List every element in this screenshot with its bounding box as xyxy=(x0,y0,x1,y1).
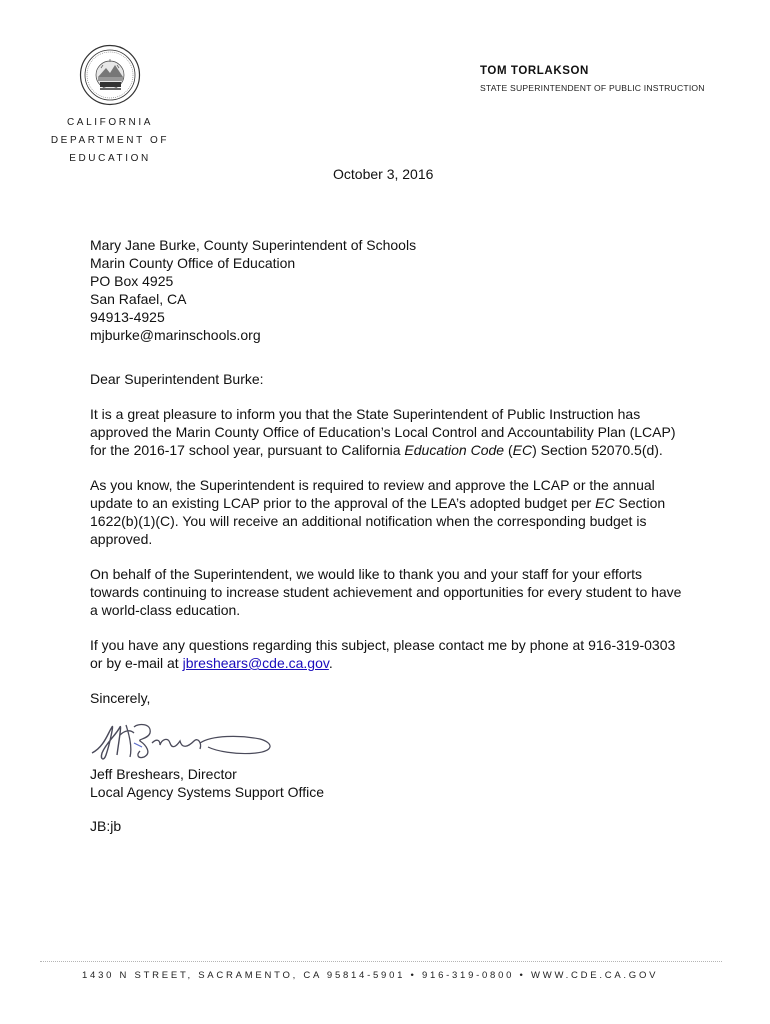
letter-date: October 3, 2016 xyxy=(333,166,434,182)
signer-block xyxy=(90,765,690,801)
paragraph-text: As you know, the Superintendent is required to review and approve the LCAP or the annual update to an existing LCAP prior to the approval of the LEA’s adopted budget per xyxy=(90,477,655,511)
paragraph-text: On behalf of the Superintendent, we would like to thank you and your staff for your efforts towards continuing to increase student achievement and opportunities for every student to have a world-class education. xyxy=(90,566,682,618)
greeting: Dear Superintendent Burke: xyxy=(90,371,264,387)
department-name xyxy=(48,114,172,168)
recipient-line: Marin County Office of Education xyxy=(90,255,296,271)
signer-name: Jeff Breshears, Director xyxy=(90,766,237,782)
paragraph-text: ( xyxy=(504,442,513,458)
paragraph-text: Section 1622(b)(1)(C). You will receive an additional notification when the corresponding budget is approved. xyxy=(90,495,666,547)
footer-divider xyxy=(40,961,722,962)
paragraph-2 xyxy=(90,476,690,548)
superintendent-name: TOM TORLAKSON xyxy=(480,65,589,77)
reference-initials: JB:jb xyxy=(90,818,122,834)
department-line-3: EDUCATION xyxy=(69,153,151,164)
recipient-line: Mary Jane Burke, County Superintendent of Schools xyxy=(90,237,417,253)
recipient-address xyxy=(90,236,690,344)
paragraph-3 xyxy=(90,565,690,619)
recipient-line: PO Box 4925 xyxy=(90,273,174,289)
paragraph-text: If you have any questions regarding this subject, please contact me by phone at 916-319-0303 or by e-mail at xyxy=(90,637,676,671)
paragraph-text: It is a great pleasure to inform you that the State Superintendent of Public Instruction has approved the Marin County Office of Education’s Local Control and Accountability Plan (LCAP) for the 2016-17 school year, pursuant to California xyxy=(90,406,676,458)
department-line-2: DEPARTMENT OF xyxy=(50,135,170,146)
state-seal-logo xyxy=(79,44,141,106)
handwritten-signature xyxy=(90,713,280,765)
paragraph-1 xyxy=(90,405,690,459)
email-link[interactable]: jbreshears@cde.ca.gov xyxy=(182,655,329,671)
italic-text: EC xyxy=(595,495,615,511)
footer-address: 1430 N STREET, SACRAMENTO, CA 95814-5901 • 916-319-0800 • WWW.CDE.CA.GOV xyxy=(82,970,659,981)
italic-text: Education Code xyxy=(404,442,505,458)
paragraph-text: . xyxy=(328,655,333,671)
paragraph-text: ) Section 52070.5(d). xyxy=(532,442,663,458)
department-line-1: CALIFORNIA xyxy=(66,117,153,128)
letter-body xyxy=(90,236,690,835)
closing: Sincerely, xyxy=(90,690,151,706)
recipient-line: San Rafael, CA xyxy=(90,291,187,307)
superintendent-title: STATE SUPERINTENDENT OF PUBLIC INSTRUCTION xyxy=(480,83,705,93)
paragraph-4 xyxy=(90,636,690,672)
signer-office: Local Agency Systems Support Office xyxy=(90,784,324,800)
recipient-line: 94913-4925 xyxy=(90,309,165,325)
italic-text: EC xyxy=(512,442,533,458)
recipient-email: mjburke@marinschools.org xyxy=(90,327,261,343)
